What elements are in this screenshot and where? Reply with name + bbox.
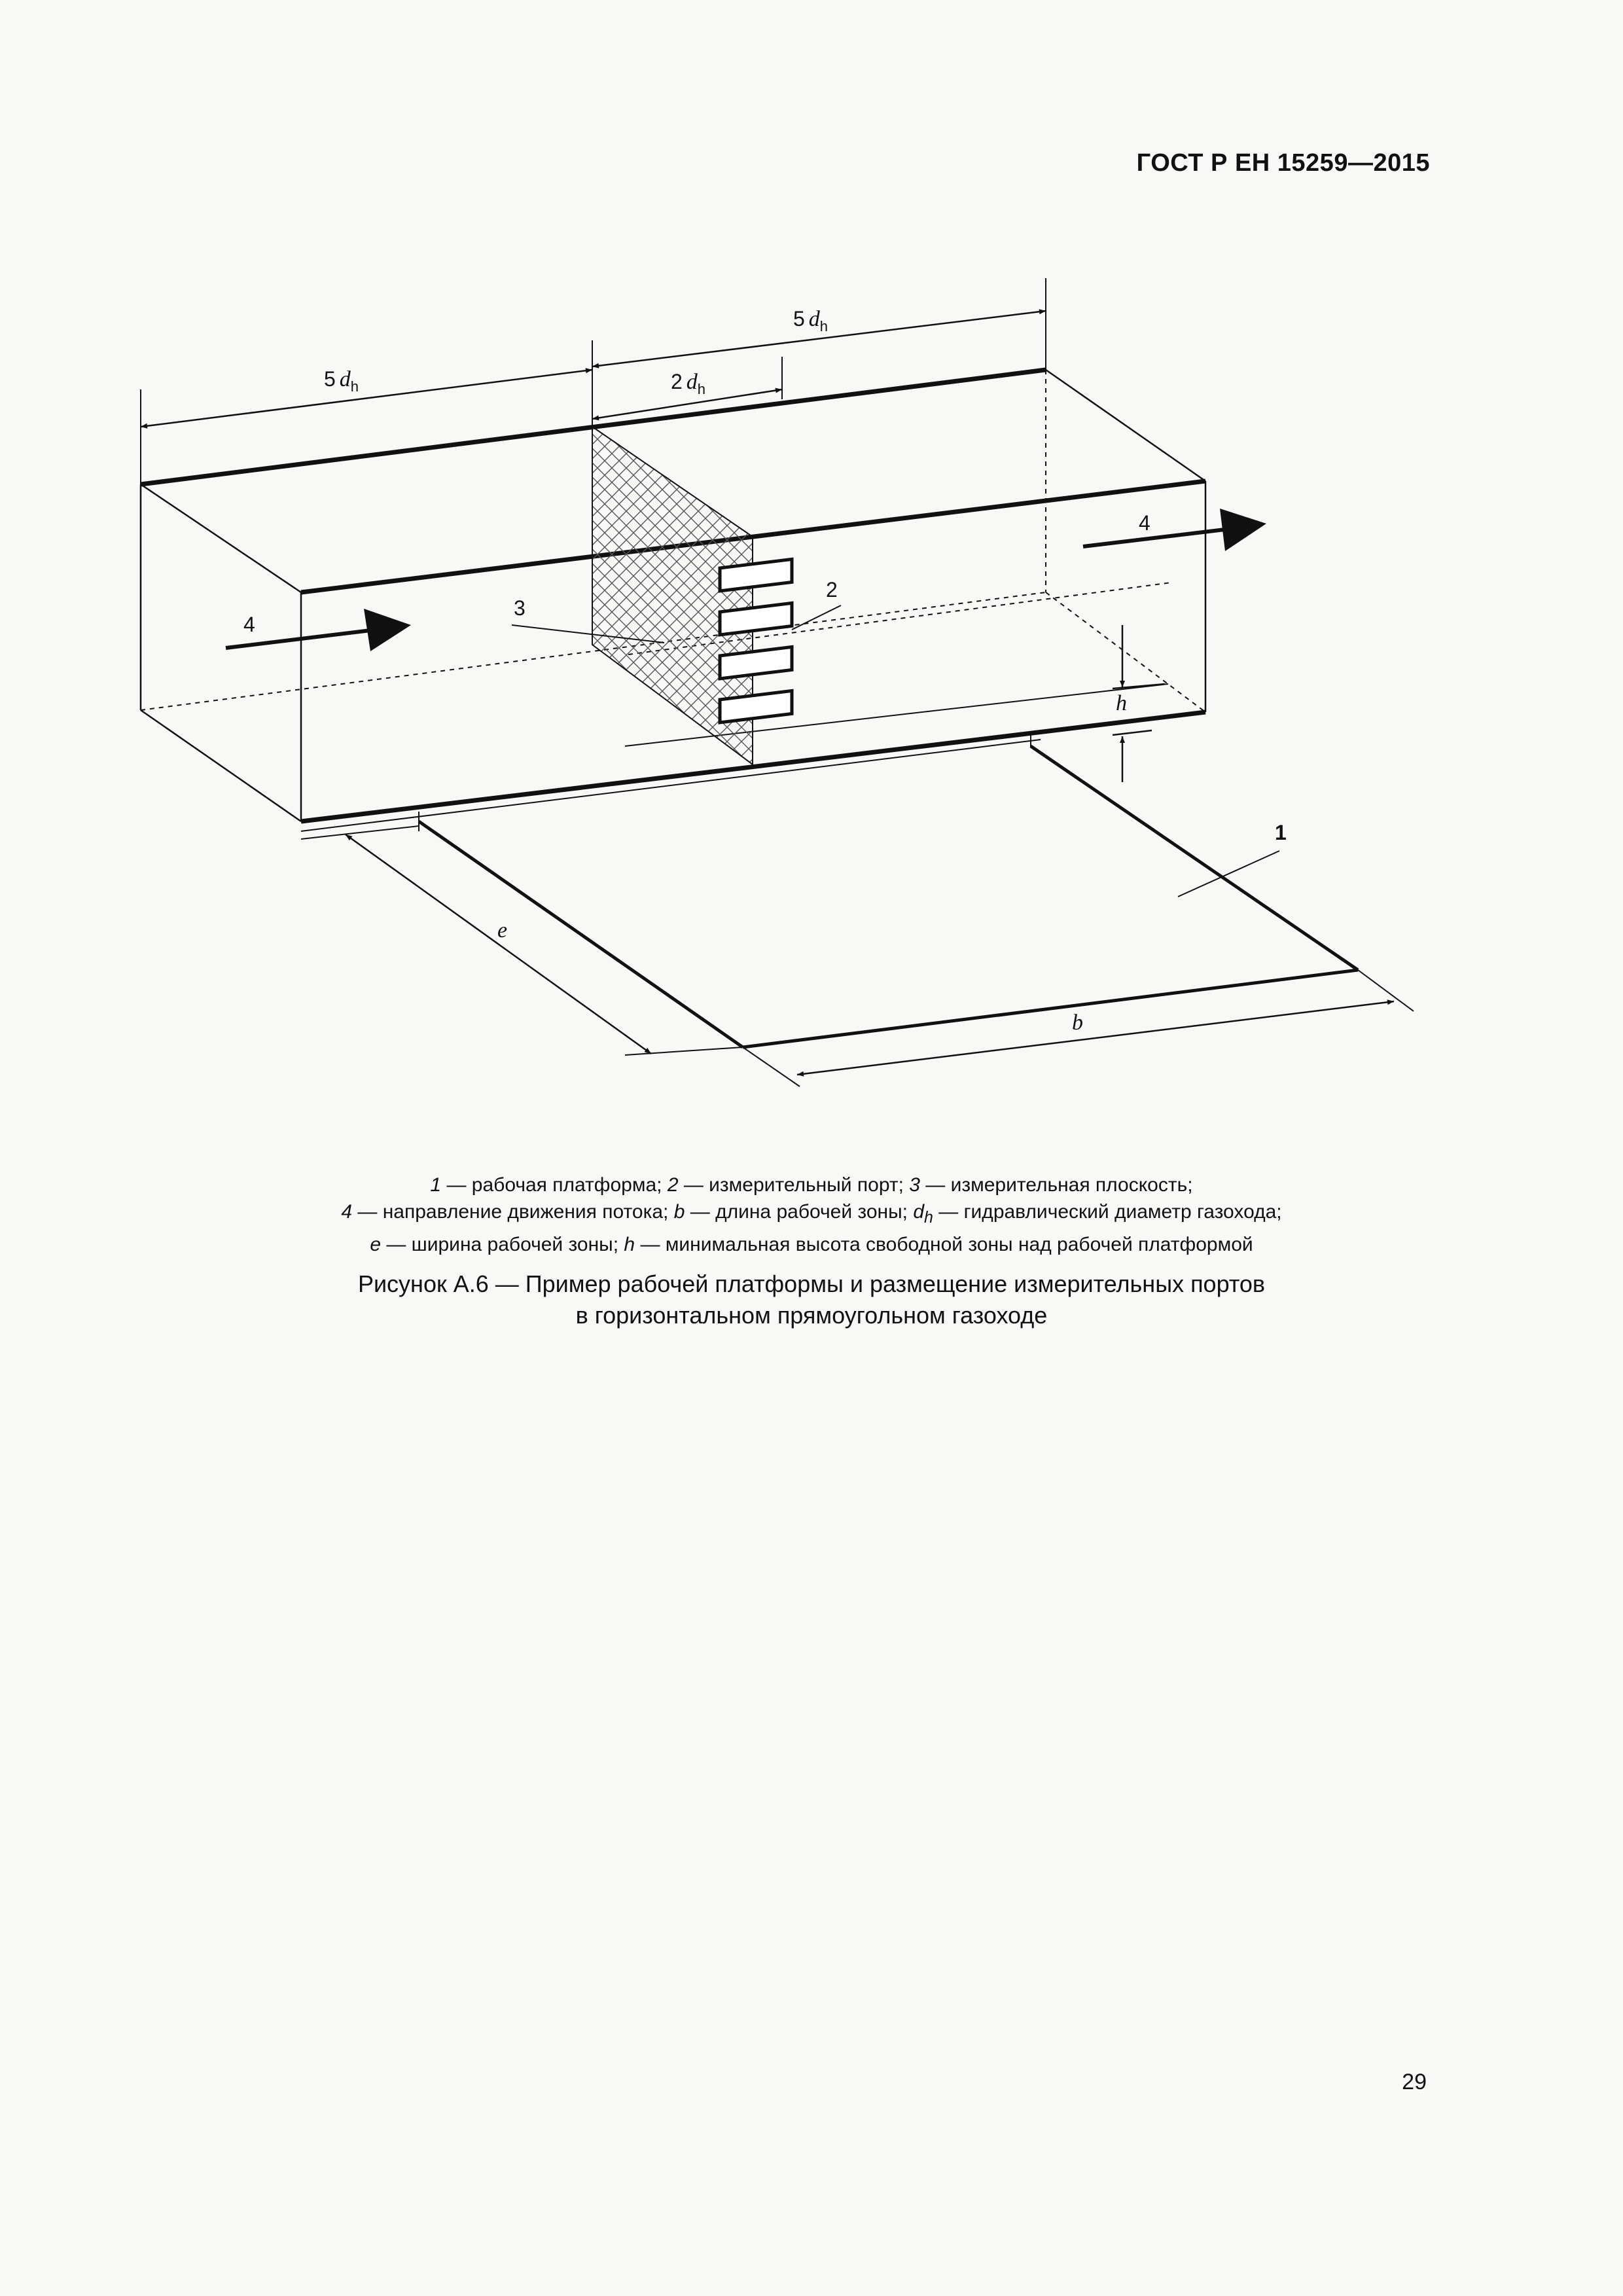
- caption-line-1: Рисунок А.6 — Пример рабочей платформы и размещение измерительных портов: [357, 1270, 1266, 1297]
- document-code-header: ГОСТ Р ЕН 15259—2015: [1136, 149, 1430, 177]
- flow-label-left: 4: [243, 613, 255, 636]
- platform-label: 1: [1275, 821, 1287, 844]
- dim-5dh-left-line: [141, 370, 592, 427]
- dim-e-line: [346, 834, 651, 1054]
- dim-2dh: 2 $d_h$: [671, 370, 706, 397]
- b-label: b: [1072, 1011, 1083, 1035]
- dim-5dh-right: 5 $d_h$: [793, 307, 829, 334]
- dim-b-line: [797, 1001, 1394, 1075]
- flow-label-right: 4: [1139, 511, 1150, 535]
- e-label: e: [497, 918, 508, 942]
- port-label: 2: [826, 578, 838, 601]
- legend-line-2: 4 — направление движения потока; b — длина рабочей зоны; $d_h$ — гидравлический диаметр газохода;: [341, 1201, 1282, 1227]
- dim-5dh-left: 5 $d_h$: [324, 367, 359, 395]
- figure-caption: [0, 1268, 1623, 1331]
- legend-line-3: e — ширина рабочей зоны; h — минимальная высота свободной зоны над рабочей платформой: [370, 1234, 1253, 1255]
- working-platform: [419, 733, 1358, 1047]
- page-number: 29: [1402, 2070, 1427, 2094]
- legend-line-1: 1 — рабочая платформа; 2 — измерительный порт; 3 — измерительная плоскость;: [430, 1174, 1193, 1196]
- caption-line-2: в горизонтальном прямоугольном газоходе: [575, 1302, 1048, 1329]
- plane-label: 3: [514, 596, 526, 620]
- figure-legend: [0, 1172, 1623, 1258]
- flow-arrow-right: [1083, 509, 1266, 551]
- h-label: h: [1116, 691, 1127, 715]
